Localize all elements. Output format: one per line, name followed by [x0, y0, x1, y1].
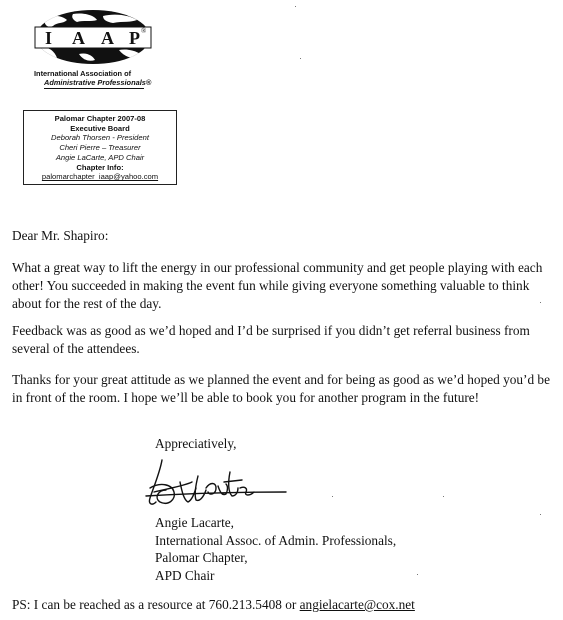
paragraph-3-line-2: in front of the room. I hope we’ll be able to book you for another program in the future! — [12, 390, 480, 405]
postscript-text: PS: I can be reached as a resource at 760.213.5408 or — [12, 597, 300, 612]
chapter-heading: Palomar Chapter 2007-08 — [54, 114, 146, 123]
chapter-info-box — [23, 110, 177, 185]
paragraph-2-line-2: several of the attendees. — [12, 341, 140, 356]
postscript-email-link[interactable]: angielacarte@cox.net — [299, 597, 415, 612]
postscript — [12, 597, 415, 613]
paragraph-2 — [12, 322, 557, 358]
org-name-underline — [44, 88, 144, 89]
logo-letter-i: I — [45, 28, 53, 48]
paragraph-2-line-1: Feedback was as good as we’d hoped and I’d be surprised if you didn’t get referral business from — [12, 323, 530, 338]
signer-name: Angie Lacarte, — [155, 515, 234, 530]
scan-speck — [540, 302, 541, 303]
paragraph-1-line-3: about for the rest of the day. — [12, 296, 162, 311]
scan-speck — [300, 58, 301, 59]
paragraph-1 — [12, 259, 557, 313]
board-member-president: Deborah Thorsen - President — [51, 133, 149, 143]
chapter-info-label: Chapter Info: — [76, 162, 124, 172]
paragraph-1-line-1: What a great way to lift the energy in our professional community and get people playing with each — [12, 260, 543, 275]
logo-letter-a2: A — [101, 28, 114, 48]
paragraph-3-line-1: Thanks for your great attitude as we planned the event and for being as good as we’d hoped you’d be — [12, 372, 550, 387]
executive-board-heading: Executive Board — [70, 123, 130, 133]
salutation: Dear Mr. Shapiro: — [12, 228, 109, 243]
scan-speck — [443, 496, 444, 497]
scan-speck — [540, 514, 541, 515]
signer-organization: International Assoc. of Admin. Professionals, — [155, 532, 397, 548]
chapter-email-link[interactable]: palomarchapter_iaap@yahoo.com — [41, 172, 159, 182]
org-name-line2: Administrative Professionals® — [44, 78, 152, 87]
logo-letter-a1: A — [72, 28, 85, 48]
paragraph-3 — [12, 371, 557, 407]
iaap-globe-logo — [33, 8, 153, 68]
board-member-apd-chair: Angie LaCarte, APD Chair — [55, 152, 145, 162]
scan-speck — [295, 6, 296, 7]
logo-letter-p: P — [129, 28, 140, 48]
scan-speck — [332, 496, 333, 497]
signer-chapter: Palomar Chapter, — [155, 550, 248, 565]
org-name-line1: International Association of — [34, 69, 132, 78]
board-member-treasurer: Cheri Pierre – Treasurer — [59, 143, 141, 153]
scan-speck — [417, 574, 418, 575]
handwritten-signature — [140, 452, 290, 514]
closing: Appreciatively, — [155, 436, 237, 451]
logo-registered-mark: ® — [141, 27, 147, 35]
paragraph-1-line-2: other! You succeeded in making the event fun while giving everyone something valuable to think — [12, 278, 530, 293]
signer-title: APD Chair — [155, 567, 215, 583]
